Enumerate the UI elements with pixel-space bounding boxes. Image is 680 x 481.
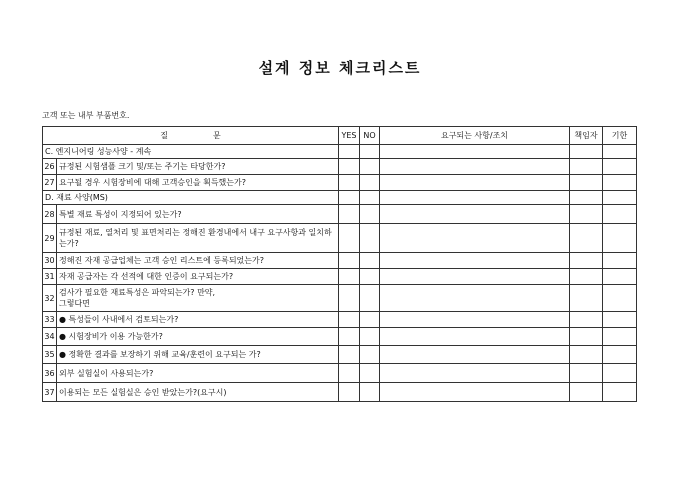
- action-cell[interactable]: [380, 364, 570, 383]
- question-text: 요구될 경우 시험장비에 대해 고객승인을 획득했는가?: [57, 175, 339, 191]
- table-row: [43, 383, 637, 402]
- yes-cell[interactable]: [339, 285, 360, 312]
- checklist-table: [42, 126, 637, 402]
- action-cell[interactable]: [380, 285, 570, 312]
- question-text: ● 시험장비가 이용 가능한가?: [57, 328, 339, 346]
- section-row: [43, 191, 637, 205]
- no-cell[interactable]: [360, 253, 380, 269]
- owner-cell[interactable]: [570, 364, 603, 383]
- header-row: [43, 127, 637, 145]
- owner-cell[interactable]: [570, 159, 603, 175]
- question-text: 외부 실험실이 사용되는가?: [57, 364, 339, 383]
- no-cell[interactable]: [360, 269, 380, 285]
- section-title: D. 재료 사양(MS): [43, 191, 339, 205]
- yes-cell[interactable]: [339, 145, 360, 159]
- action-cell[interactable]: [380, 145, 570, 159]
- yes-header: YES: [339, 127, 360, 145]
- due-cell[interactable]: [603, 253, 637, 269]
- document-title: 설계 정보 체크리스트: [258, 59, 422, 77]
- question-text: 이용되는 모든 실험실은 승인 받았는가?(요구시): [57, 383, 339, 402]
- action-cell[interactable]: [380, 159, 570, 175]
- required-action-header: 요구되는 사항/조치: [380, 127, 570, 145]
- owner-cell[interactable]: [570, 269, 603, 285]
- yes-cell[interactable]: [339, 364, 360, 383]
- yes-cell[interactable]: [339, 253, 360, 269]
- question-header-char1: 질: [160, 131, 168, 140]
- section-row: [43, 145, 637, 159]
- no-cell[interactable]: [360, 364, 380, 383]
- yes-cell[interactable]: [339, 312, 360, 328]
- action-cell[interactable]: [380, 253, 570, 269]
- no-cell[interactable]: [360, 205, 380, 224]
- no-header: NO: [360, 127, 380, 145]
- table-row: [43, 346, 637, 364]
- yes-cell[interactable]: [339, 328, 360, 346]
- question-header: [43, 127, 339, 145]
- due-cell[interactable]: [603, 328, 637, 346]
- row-number: 31: [43, 269, 57, 285]
- due-cell[interactable]: [603, 224, 637, 253]
- row-number: 26: [43, 159, 57, 175]
- owner-cell[interactable]: [570, 383, 603, 402]
- due-cell[interactable]: [603, 205, 637, 224]
- table-row: [43, 364, 637, 383]
- table-row: [43, 269, 637, 285]
- action-cell[interactable]: [380, 312, 570, 328]
- table-row: [43, 328, 637, 346]
- no-cell[interactable]: [360, 383, 380, 402]
- question-text: 특별 재료 특성이 지정되어 있는가?: [57, 205, 339, 224]
- row-number: 37: [43, 383, 57, 402]
- due-cell[interactable]: [603, 191, 637, 205]
- section-title: C. 엔지니어링 성능사양 - 계속: [43, 145, 339, 159]
- yes-cell[interactable]: [339, 383, 360, 402]
- owner-header: 책임자: [570, 127, 603, 145]
- action-cell[interactable]: [380, 175, 570, 191]
- owner-cell[interactable]: [570, 253, 603, 269]
- question-text: 규정된 시험샘플 크기 및/또는 주기는 타당한가?: [57, 159, 339, 175]
- owner-cell[interactable]: [570, 224, 603, 253]
- row-number: 30: [43, 253, 57, 269]
- table-row: [43, 205, 637, 224]
- row-number: 34: [43, 328, 57, 346]
- owner-cell[interactable]: [570, 175, 603, 191]
- table-row: [43, 159, 637, 175]
- no-cell[interactable]: [360, 328, 380, 346]
- yes-cell[interactable]: [339, 191, 360, 205]
- question-text: 규정된 재료, 열처리 및 표면처리는 정해진 환경내에서 내구 요구사항과 일치하는가?: [57, 224, 339, 253]
- yes-cell[interactable]: [339, 159, 360, 175]
- due-cell[interactable]: [603, 159, 637, 175]
- no-cell[interactable]: [360, 159, 380, 175]
- table-row: [43, 312, 637, 328]
- action-cell[interactable]: [380, 269, 570, 285]
- row-number: 28: [43, 205, 57, 224]
- row-number: 33: [43, 312, 57, 328]
- row-number: 36: [43, 364, 57, 383]
- action-cell[interactable]: [380, 328, 570, 346]
- row-number: 27: [43, 175, 57, 191]
- yes-cell[interactable]: [339, 224, 360, 253]
- table-row: [43, 253, 637, 269]
- no-cell[interactable]: [360, 346, 380, 364]
- due-cell[interactable]: [603, 364, 637, 383]
- owner-cell[interactable]: [570, 191, 603, 205]
- no-cell[interactable]: [360, 145, 380, 159]
- row-number: 35: [43, 346, 57, 364]
- no-cell[interactable]: [360, 224, 380, 253]
- due-cell[interactable]: [603, 269, 637, 285]
- yes-cell[interactable]: [339, 269, 360, 285]
- owner-cell[interactable]: [570, 346, 603, 364]
- due-cell[interactable]: [603, 175, 637, 191]
- row-number: 29: [43, 224, 57, 253]
- action-cell[interactable]: [380, 224, 570, 253]
- no-cell[interactable]: [360, 285, 380, 312]
- no-cell[interactable]: [360, 175, 380, 191]
- owner-cell[interactable]: [570, 145, 603, 159]
- owner-cell[interactable]: [570, 285, 603, 312]
- due-cell[interactable]: [603, 145, 637, 159]
- table-row: [43, 175, 637, 191]
- due-cell[interactable]: [603, 383, 637, 402]
- row-number: 32: [43, 285, 57, 312]
- action-cell[interactable]: [380, 346, 570, 364]
- question-text: 검사가 필요한 재료특성은 파악되는가? 만약, 그렇다면: [57, 285, 339, 312]
- owner-cell[interactable]: [570, 312, 603, 328]
- yes-cell[interactable]: [339, 346, 360, 364]
- question-text: 정해진 자재 공급업체는 고객 승인 리스트에 등록되었는가?: [57, 253, 339, 269]
- yes-cell[interactable]: [339, 175, 360, 191]
- due-cell[interactable]: [603, 285, 637, 312]
- part-number-label: 고객 또는 내부 부품번호.: [42, 111, 130, 120]
- no-cell[interactable]: [360, 191, 380, 205]
- owner-cell[interactable]: [570, 328, 603, 346]
- question-header-char2: 문: [213, 131, 221, 140]
- question-text: ● 정확한 결과를 보장하기 위해 교육/훈련이 요구되는 가?: [57, 346, 339, 364]
- action-cell[interactable]: [380, 205, 570, 224]
- question-text: 자재 공급자는 각 선적에 대한 인증이 요구되는가?: [57, 269, 339, 285]
- action-cell[interactable]: [380, 383, 570, 402]
- yes-cell[interactable]: [339, 205, 360, 224]
- no-cell[interactable]: [360, 312, 380, 328]
- due-date-header: 기한: [603, 127, 637, 145]
- due-cell[interactable]: [603, 346, 637, 364]
- table-row: [43, 285, 637, 312]
- owner-cell[interactable]: [570, 205, 603, 224]
- due-cell[interactable]: [603, 312, 637, 328]
- question-text: ● 특성들이 사내에서 검토되는가?: [57, 312, 339, 328]
- action-cell[interactable]: [380, 191, 570, 205]
- table-row: [43, 224, 637, 253]
